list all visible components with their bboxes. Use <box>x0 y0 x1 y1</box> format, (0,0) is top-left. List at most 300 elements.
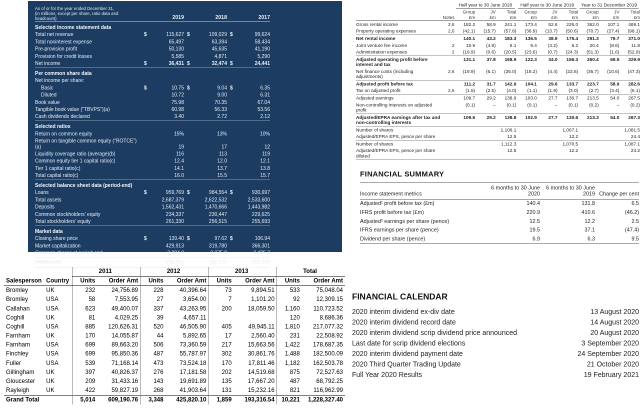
value-cell: (98.1) <box>627 28 640 34</box>
value-cell: 131.1 <box>463 56 476 62</box>
value-cell: 182.2 <box>463 21 476 27</box>
value-cell <box>227 46 270 53</box>
value: 2,622,532 <box>204 197 227 203</box>
table-row <box>35 53 270 60</box>
subcolumn-header <box>599 9 620 21</box>
value: 17 <box>221 144 227 150</box>
metric-value: (46.2) <box>624 209 639 216</box>
financial-calendar-list <box>352 307 639 381</box>
notes-cell <box>441 101 454 113</box>
summary-column-header: Income statement metrics <box>360 183 485 199</box>
row-label: Deposits <box>35 204 55 211</box>
country: USA <box>46 304 59 312</box>
value-cell <box>141 85 184 92</box>
value-cell: 217 <box>209 340 234 349</box>
metric-label: Adjusted² earnings per share (pence) <box>360 218 450 225</box>
value-cell: 276 <box>140 368 165 377</box>
table-row <box>35 60 270 67</box>
year-group-header: 2013 <box>209 267 277 276</box>
value: 67.04 <box>257 99 270 106</box>
value-cell <box>184 189 227 196</box>
row-label: Total assets <box>35 197 62 203</box>
row-label: Number of shares <box>356 140 394 147</box>
value-cell <box>141 31 184 38</box>
value: 19 <box>178 144 184 150</box>
metric-value: 410.6 <box>581 209 595 216</box>
notes-cell <box>441 56 454 68</box>
metric-value: (47.4) <box>624 227 639 234</box>
value: 99,624 <box>254 32 270 38</box>
value-cell: – <box>493 101 496 108</box>
value-cell: 821 <box>277 386 302 395</box>
row-label: Net income <box>35 61 61 67</box>
value-cell <box>227 211 270 218</box>
table-row <box>35 138 270 151</box>
value-cell: 81 <box>72 313 97 322</box>
value-cell: 135 <box>209 377 234 386</box>
value-cell: 267.5 <box>628 94 640 101</box>
year-group-header: Total <box>277 267 345 276</box>
value-cell: 14,519.68 <box>247 368 275 376</box>
value-cell: 41,903.64 <box>179 386 207 394</box>
value-cell: 213.3 <box>586 114 599 120</box>
value-cell: (26.0) <box>504 68 517 74</box>
value-cell <box>227 92 270 99</box>
value: 115,627 <box>166 32 184 38</box>
value-cell: 72,527.63 <box>316 368 343 376</box>
value-cell <box>455 140 476 147</box>
dollar-sign: $ <box>187 32 190 38</box>
value-cell <box>578 147 599 159</box>
value-cell: 3,654.00 <box>182 295 207 303</box>
value-cell: 10.9 <box>465 42 476 48</box>
value-cell: (50.6) <box>565 28 579 34</box>
value-cell <box>184 106 227 113</box>
subcolumn-header: Order Amt <box>165 276 208 285</box>
value-cell: 46,505.90 <box>179 322 207 330</box>
metric-label: Adjusted¹ profit before tax (£m) <box>360 200 435 207</box>
jpm-year-2018: 2018 <box>215 14 227 21</box>
section-row <box>35 121 270 131</box>
table-row <box>4 304 345 313</box>
value: 10% <box>259 131 270 137</box>
value-cell <box>141 243 184 250</box>
country: UK <box>46 377 55 385</box>
value: 319,780 <box>208 243 227 249</box>
value: 2.72 <box>217 114 227 120</box>
salesperson-name: Gloucester <box>6 377 36 385</box>
metric-value: 131.8 <box>581 200 595 207</box>
jpm-year-2019: 2019 <box>172 14 184 21</box>
year-header-row <box>4 267 345 276</box>
value-cell: (47.3) <box>627 68 640 74</box>
value: 229,625 <box>251 211 270 218</box>
value-cell: 68,792.25 <box>316 377 343 385</box>
grand-total-row <box>4 395 345 404</box>
value-cell: (18.2) <box>524 68 537 74</box>
value-cell: 122.3 <box>525 56 537 62</box>
dollar-sign: $ <box>187 236 190 242</box>
value-cell: 1,101.20 <box>251 295 275 303</box>
table-row <box>35 99 270 106</box>
dollar-sign: $ <box>144 190 147 196</box>
value-cell <box>141 151 184 158</box>
value-cell: 143 <box>140 377 165 386</box>
value-cell: 533 <box>277 286 302 295</box>
value-cell: 44 <box>140 331 165 340</box>
value-cell <box>599 140 620 147</box>
value-cell: 623 <box>72 304 97 313</box>
value: 12.4 <box>174 158 184 165</box>
calendar-event-date: 19 February 2021 <box>583 370 639 379</box>
value-cell: 102.9 <box>525 114 537 120</box>
row-label: Basic <box>41 85 54 91</box>
value: 36,431 <box>168 61 184 67</box>
value-cell <box>141 113 184 120</box>
section-row <box>35 226 270 236</box>
value-cell: (0.1) <box>527 101 537 108</box>
value-cell <box>227 250 270 257</box>
value-cell <box>227 113 270 120</box>
value-cell: 136.5 <box>525 35 537 41</box>
value-cell: 875 <box>277 368 302 377</box>
value-cell: 162,503.78 <box>312 359 343 367</box>
subcolumn-unit: £m <box>489 14 496 20</box>
country: USA <box>46 295 59 303</box>
row-label: Headcount <box>35 259 61 266</box>
table-row <box>356 80 640 87</box>
table-row <box>35 197 270 204</box>
value-cell: 24.2 <box>630 147 640 154</box>
value-cell: 487 <box>277 377 302 386</box>
value-cell: (6.1) <box>486 68 496 74</box>
value-cell: 52.6 <box>548 21 558 27</box>
notes-cell <box>441 94 454 101</box>
notes-cell: 2,6 <box>447 28 455 34</box>
calendar-event-date: 3 September 2020 <box>581 339 639 347</box>
country <box>44 395 72 404</box>
value: 1,562,431 <box>161 204 184 211</box>
row-label: Adjusted profit before tax <box>356 80 414 87</box>
value-cell <box>227 77 270 84</box>
subcolumn-name: JV <box>552 9 558 15</box>
value-cell: 4,029.25 <box>114 313 139 321</box>
jpm-header-line1: As of or for the year ended December 31, <box>35 5 115 11</box>
summary-column-header: 6 months to 30 June 2020 <box>485 183 540 199</box>
value: 116 <box>176 151 184 157</box>
subcolumn-header-row <box>356 9 640 21</box>
value: 32,474 <box>211 61 227 67</box>
value-cell <box>537 147 558 159</box>
metric-value: 12.5 <box>529 218 540 225</box>
value-cell <box>537 126 558 133</box>
value-cell: 609,190.76 <box>108 396 139 404</box>
metric-value: 12.2 <box>584 218 595 225</box>
subcolumn-header: Units <box>72 276 97 285</box>
value-cell <box>537 133 558 140</box>
value: 13.7 <box>217 165 227 172</box>
row-label: Net income per share: <box>35 78 85 84</box>
calendar-item <box>352 328 639 339</box>
income-statement-group-jv-total-table <box>356 2 640 160</box>
dollar-sign: $ <box>230 236 233 242</box>
calendar-item <box>352 370 639 381</box>
value-cell: 49,945.11 <box>248 322 275 330</box>
value-cell: 104.1 <box>525 80 537 87</box>
value-cell: 1,087.1 <box>624 140 640 147</box>
dollar-sign: $ <box>187 190 190 196</box>
row-label: Return on common equity <box>35 131 93 137</box>
jpm-table <box>35 5 270 267</box>
value-cell: 116,962.99 <box>313 386 343 394</box>
value: 1,443,982 <box>247 204 270 211</box>
value-cell: 178,687.35 <box>312 341 343 349</box>
table-row <box>356 56 640 68</box>
country: UK <box>46 386 55 394</box>
value-cell: (3.4) <box>609 87 620 94</box>
calendar-item <box>352 359 639 370</box>
value-cell: 268 <box>140 386 165 395</box>
value: 12 <box>264 144 270 150</box>
value-cell <box>184 218 227 225</box>
section-row <box>35 180 270 190</box>
table-row <box>356 49 640 56</box>
row-label: Provision for credit losses <box>35 53 92 60</box>
subcolumn-unit: £m <box>551 14 558 20</box>
dollar-sign: $ <box>187 61 190 67</box>
value: 12.1 <box>260 158 270 165</box>
period-label: Half year to 30 June 2019 <box>518 3 577 9</box>
value-cell <box>475 126 496 133</box>
calendar-event-label: 2020 interim dividend scrip dividend price announced <box>352 328 517 337</box>
column-header-row <box>4 276 345 285</box>
value-cell: 109.7 <box>463 94 476 101</box>
value: 3,275.8 <box>210 250 227 257</box>
table-row <box>35 172 270 179</box>
value-cell: 2,560.40 <box>251 332 275 340</box>
row-label: Tax on adjusted profit <box>356 87 401 94</box>
value-cell <box>184 257 227 267</box>
period-header <box>516 2 578 9</box>
notes-header <box>441 9 454 21</box>
value-cell: 9.4 <box>530 42 537 48</box>
value: 6.35 <box>260 85 270 91</box>
table-row <box>356 42 640 49</box>
spacer <box>441 2 454 9</box>
value-cell <box>227 218 270 225</box>
value-cell: 37.8 <box>486 56 496 62</box>
value-cell: (52.9) <box>627 49 640 55</box>
value-cell: 24.4 <box>630 133 640 140</box>
value: 6.31 <box>260 92 270 99</box>
value-cell <box>141 39 184 46</box>
value-cell: (15.7) <box>483 28 496 34</box>
value-cell: 95,850.36 <box>111 350 139 358</box>
value-cell: 22,508.92 <box>316 332 343 340</box>
value-cell <box>227 257 270 267</box>
value-cell: 282.6 <box>628 80 640 87</box>
value-cell <box>227 158 270 165</box>
value-cell <box>184 53 227 60</box>
spacer <box>356 9 441 21</box>
table-row <box>356 133 640 140</box>
value-cell: 232 <box>72 286 97 295</box>
value: 5,290 <box>257 53 270 60</box>
table-row <box>35 85 270 92</box>
table-row <box>35 189 270 196</box>
value: 2.12 <box>260 114 270 120</box>
value: 366,301 <box>251 243 270 249</box>
value-cell <box>141 77 184 84</box>
value-cell: 885 <box>72 322 97 331</box>
salesperson-name: Coghill <box>6 313 25 321</box>
value-cell: (2.5) <box>486 87 496 94</box>
spacer <box>4 267 72 276</box>
table-row <box>356 147 640 159</box>
value-cell: (0.1) <box>568 101 579 108</box>
subcolumn-unit: £m <box>468 14 476 20</box>
value-cell: 14,055.87 <box>111 332 139 340</box>
section-label: Market data <box>35 228 63 235</box>
financial-calendar-title: FINANCIAL CALENDAR <box>352 292 448 302</box>
row-label: Number of shares <box>356 126 394 133</box>
value: 106.94 <box>254 236 270 242</box>
value: 50,130 <box>168 46 184 53</box>
subcolumn-header <box>558 9 579 21</box>
value-cell <box>227 204 270 211</box>
value-cell: 43,263.95 <box>179 304 207 312</box>
country: UK <box>46 332 55 340</box>
value: 113 <box>219 151 227 157</box>
value-cell <box>141 257 184 267</box>
value-cell: 5,014 <box>72 395 97 404</box>
value: 252,539 <box>251 259 270 266</box>
financial-summary-table <box>360 183 639 244</box>
row-label: Common shares at period-end <box>35 250 103 257</box>
table-row <box>4 313 345 322</box>
value: 70.35 <box>214 99 227 106</box>
value-cell <box>227 53 270 60</box>
notes-cell: 2,6 <box>447 21 455 27</box>
subcolumn-header <box>516 9 537 21</box>
notes-cell <box>441 126 454 133</box>
subcolumn-header <box>537 9 558 21</box>
subcolumn-name: JV <box>614 9 620 15</box>
value-cell: 120 <box>277 313 302 322</box>
notes-cell: 2,6 <box>447 68 455 74</box>
row-label: Book value <box>35 99 60 106</box>
value-cell <box>227 235 270 242</box>
salesperson-name: Farnham <box>6 332 31 340</box>
value-cell: 130.7 <box>566 94 579 101</box>
jpm-year-2017: 2017 <box>258 14 270 21</box>
value-cell <box>227 106 270 113</box>
value-cell: (23.6) <box>524 49 537 55</box>
table-row <box>356 28 640 35</box>
row-label: Common stockholders’ equity <box>35 211 101 218</box>
value-cell: 6.1 <box>509 42 517 48</box>
metric-value: 6.3 <box>587 235 595 242</box>
value-cell <box>141 189 184 196</box>
salesperson-name: Coghill <box>6 322 25 330</box>
value-cell <box>475 140 496 147</box>
table-row <box>360 208 639 217</box>
row-label: Return on tangible common equity (“ROTCE”)(a) <box>35 138 137 150</box>
jpm-header-line2: (in millions, except per share, ratio data and headcount) <box>35 10 119 21</box>
notes-cell <box>441 147 454 159</box>
value-cell: 15,232.16 <box>247 386 275 394</box>
row-label: Liquidity coverage ratio (average)(b) <box>35 151 116 157</box>
value: 63,394 <box>211 39 227 45</box>
value-cell <box>184 211 227 218</box>
table-row <box>4 359 345 368</box>
notes-cell: 2 <box>451 42 455 48</box>
value: 65,497 <box>168 39 184 45</box>
value-cell: (4.2) <box>547 42 558 48</box>
country-header: Country <box>44 276 72 285</box>
table-row <box>360 235 639 244</box>
subcolumn-header: Order Amt <box>97 276 140 285</box>
value: 97.62 <box>214 236 227 242</box>
table-row <box>35 165 270 172</box>
value-cell: 193,316.54 <box>244 396 275 404</box>
value-cell <box>578 126 599 133</box>
value-cell <box>141 204 184 211</box>
value: 15% <box>173 131 184 137</box>
section-label: Selected income statement data <box>35 25 112 31</box>
value-cell: 469.1 <box>628 21 640 27</box>
value-cell: 38.9 <box>548 35 558 41</box>
subcolumn-header: Order Amt <box>302 276 345 285</box>
table-row <box>35 235 270 242</box>
financial-calendar-section <box>352 292 639 380</box>
value-cell: 92 <box>277 295 302 304</box>
value-cell <box>184 151 227 158</box>
value-cell <box>209 313 234 322</box>
value-cell: 520 <box>140 322 165 331</box>
value-cell: 58.9 <box>486 21 496 27</box>
value-cell: 1,067.1 <box>562 126 579 133</box>
value-cell <box>578 133 599 140</box>
value-cell <box>578 140 599 147</box>
value-cell <box>227 60 270 67</box>
row-label: Loans <box>35 190 49 196</box>
table-row <box>4 331 345 340</box>
value-cell: 5,892.65 <box>182 332 207 340</box>
value-cell: (0.6) <box>486 49 496 55</box>
value-cell <box>227 165 270 172</box>
table-row <box>35 113 270 120</box>
value-cell <box>141 99 184 106</box>
value-cell: (13.7) <box>545 28 558 34</box>
value: 256,515 <box>208 219 227 225</box>
table-row <box>35 92 270 99</box>
value-cell: 226.0 <box>566 21 579 27</box>
value-cell: 10,221 <box>277 395 302 404</box>
value-cell: (36.7) <box>586 68 599 74</box>
calendar-event-date: 20 August 2020 <box>590 328 639 337</box>
subcolumn-header <box>619 9 640 21</box>
value-cell: 73 <box>209 286 234 295</box>
value-cell: (70.7) <box>586 28 599 34</box>
value-cell: (3.0) <box>568 87 579 94</box>
value-cell <box>455 133 476 140</box>
jpm-header-row <box>35 5 270 22</box>
value-cell: 397 <box>72 368 97 377</box>
value-cell: 223.7 <box>586 80 599 87</box>
value: 15.5 <box>217 173 227 179</box>
subcolumn-unit: £m <box>530 14 537 20</box>
